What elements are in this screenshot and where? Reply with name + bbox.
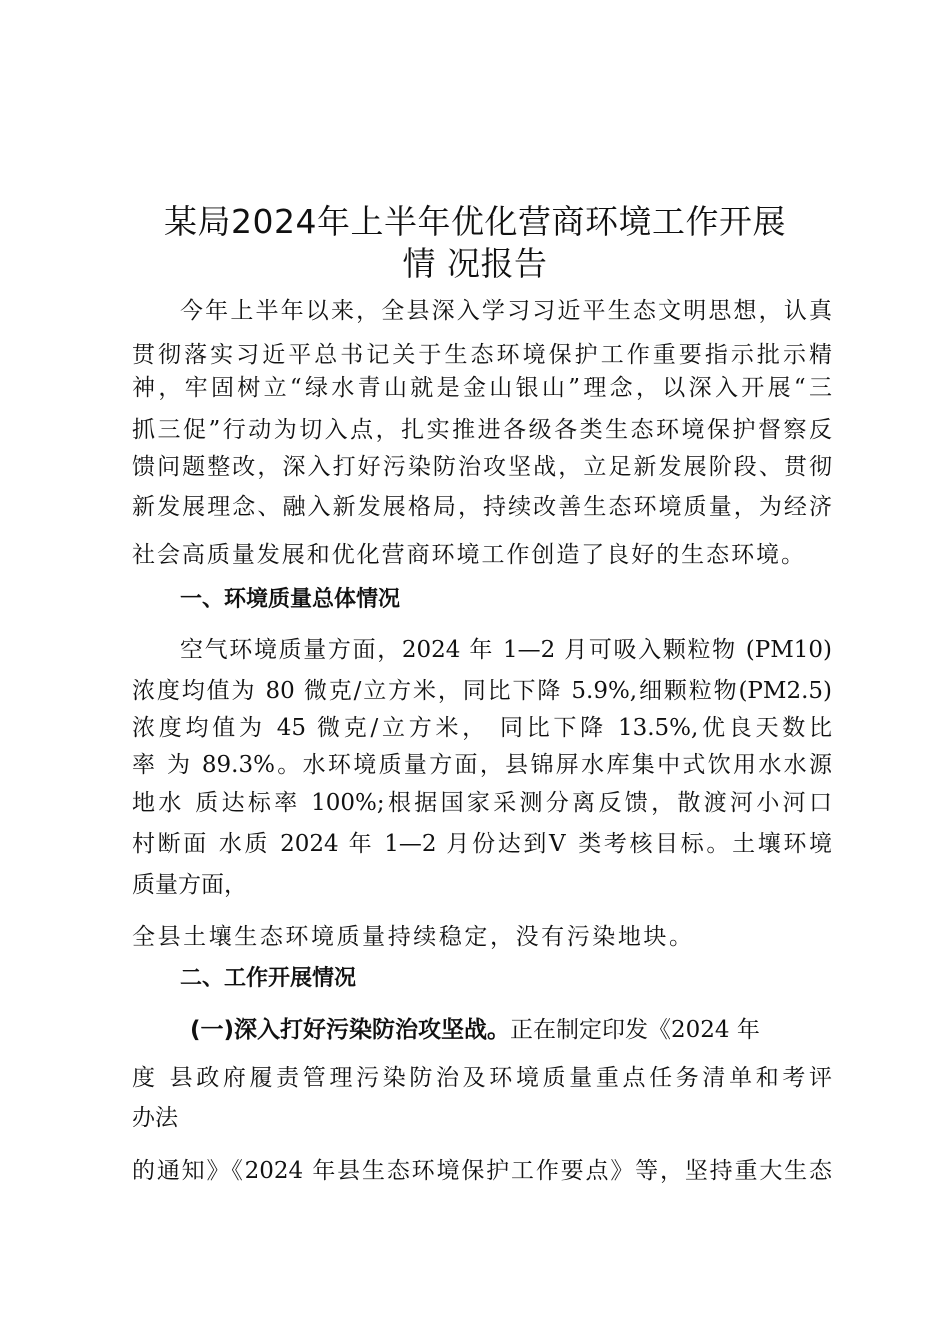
section-1-line-3: 浓度均值为 45 微克/立方米， 同比下降 13.5%,优良天数比 (132, 715, 832, 741)
intro-line-4: 抓三促”行动为切入点，扎实推进各级各类生态环境保护督察反 (132, 417, 832, 443)
section-2-line-3: 办法 (132, 1105, 178, 1131)
section-1-line-8: 全县土壤生态环境质量持续稳定，没有污染地块。 (132, 924, 692, 950)
intro-line-6: 新发展理念、融入新发展格局，持续改善生态环境质量，为经济 (132, 494, 832, 520)
section-1-line-1: 空气环境质量方面，2024 年 1—2 月可吸入颗粒物 (PM10) (180, 637, 832, 663)
intro-line-5: 馈问题整改，深入打好污染防治攻坚战，立足新发展阶段、贯彻 (132, 454, 832, 480)
section-1-line-2: 浓度均值为 80 微克/立方米，同比下降 5.9%,细颗粒物(PM2.5) (132, 678, 832, 704)
intro-line-1: 今年上半年以来，全县深入学习习近平生态文明思想，认真 (180, 298, 832, 324)
section-1-line-6: 村断面 水质 2024 年 1—2 月份达到Ⅴ 类考核目标。土壤环境 (132, 831, 832, 857)
intro-line-2: 贯彻落实习近平总书记关于生态环境保护工作重要指示批示精 (132, 342, 832, 368)
document-title-line-2: 情 况报告 (402, 244, 548, 283)
document-title-line-1: 某局2024年上半年优化营商环境工作开展 (164, 202, 786, 241)
subsection-1-text: 正在制定印发《2024 年 (510, 1017, 760, 1043)
section-2-heading: 二、工作开展情况 (180, 966, 357, 991)
intro-line-7: 社会高质量发展和优化营商环境工作创造了良好的生态环境。 (132, 542, 804, 568)
section-2-line-4: 的通知》《2024 年县生态环境保护工作要点》等，坚持重大生态 (132, 1158, 832, 1184)
section-1-line-4: 率 为 89.3%。水环境质量方面，县锦屏水库集中式饮用水水源 (132, 752, 832, 778)
section-1-line-7: 质量方面， (132, 872, 247, 898)
section-1-line-5: 地水 质达标率 100%;根据国家采测分离反馈，散渡河小河口 (132, 790, 832, 816)
section-1-heading: 一、环境质量总体情况 (180, 587, 401, 612)
section-2-line-2: 度 县政府履责管理污染防治及环境质量重点任务清单和考评 (132, 1065, 832, 1091)
subsection-1-title: (一)深入打好污染防治攻坚战。 (190, 1017, 511, 1043)
section-2-line-1 (190, 1015, 760, 1045)
intro-line-3: 神，牢固树立“绿水青山就是金山银山”理念，以深入开展“三 (132, 375, 832, 401)
